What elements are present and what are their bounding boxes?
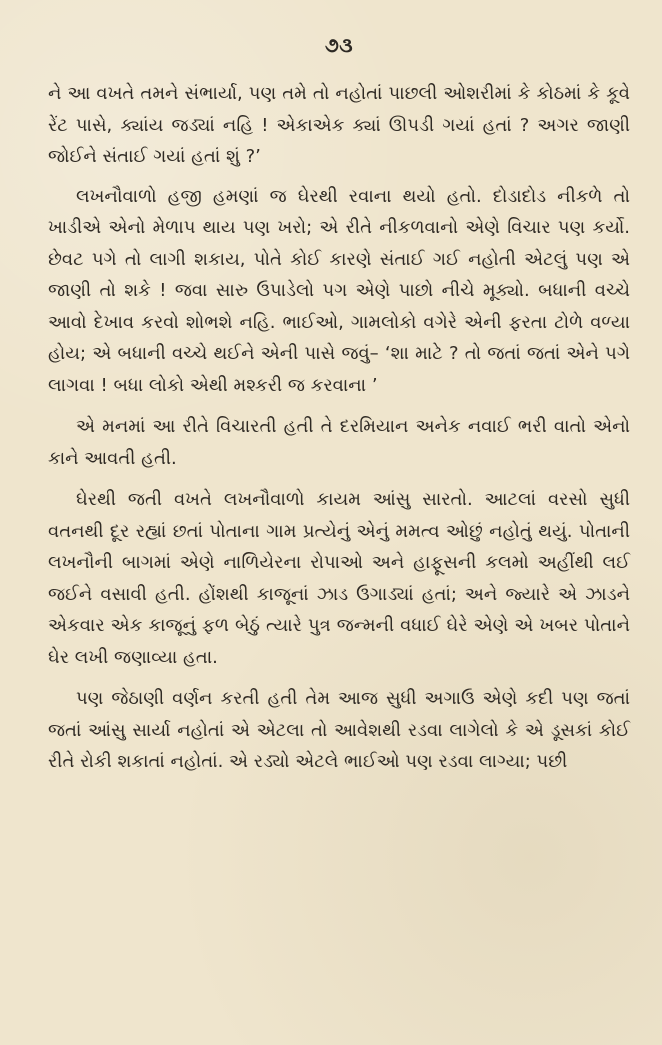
paragraph-2: લખનૌવાળો હજી હમણાં જ ઘેરથી રવાના થયો હતો. દોડાદોડ નીકળે તો ખાડીએ એનો મેળાપ થાય પણ ખરો; એ રીતે નીકળવાનો એણે વિચાર પણ કર્યો. છેવટ પગે તો લાગી શકાય, પોતે કોઈ કારણે સંતાઈ ગઈ નહોતી એટલું પણ એ જાણી તો શકે ! જવા સારુ ઉપાડેલો પગ એણે પાછો નીચે મૂક્યો. બધાની વચ્ચે આવો દેખાવ કરવો શોભશે નહિ. ભાઈઓ, ગામલોકો વગેરે એની ફરતા ટોળે વળ્યા હોય; એ બધાની વચ્ચે થઈને એની પાસે જવું– ‘શા માટે ? તો જતાં જતાં એને પગે લાગવા ! બધા લોકો એથી મશ્કરી જ કરવાના ’ <box>48 185 630 396</box>
paragraph-3: એ મનમાં આ રીતે વિચારતી હતી તે દરમિયાન અનેક નવાઈ ભરી વાતો એનો કાને આવતી હતી. <box>48 416 630 469</box>
page-number: ૭૩ <box>324 33 354 57</box>
paragraph-5: પણ જેઠાણી વર્ણન કરતી હતી તેમ આજ સુધી અગાઉ એણે કદી પણ જતાં જતાં આંસુ સાર્યા નહોતાં એ એટલા તો આવેશથી રડવા લાગેલો કે એ ડૂસકાં કોઈ રીતે રોકી શકાતાં નહોતાં. એ રડ્યો એટલે ભાઈઓ પણ રડવા લાગ્યા; પછી <box>48 688 630 772</box>
paragraph-4: ઘેરથી જતી વખતે લખનૌવાળો કાયમ આંસુ સારતો. આટલાં વરસો સુધી વતનથી દૂર રહ્યાં છતાં પોતાના ગામ પ્રત્યેનું એનું મમત્વ ઓછું નહોતું થયું. પોતાની લખનૌની બાગમાં એણે નાળિયેરના રોપાઓ અને હાફૂસની કલમો અહીંથી લઈ જઈને વસાવી હતી. હોંશથી કાજૂનાં ઝાડ ઉગાડ્યાં હતાં; અને જ્યારે એ ઝાડને એકવાર એક કાજૂનું ફળ બેઠું ત્યારે પુત્ર જન્મની વધાઈ ઘેરે એણે એ ખબર પોતાને ઘેર લખી જણાવ્યા હતા. <box>48 489 630 668</box>
page-body <box>48 78 630 778</box>
paragraph-1: ને આ વખતે તમને સંભાર્યા, પણ તમે તો નહોતાં પાછલી ઓશરીમાં કે કોઠમાં કે કૂવે રેંટ પાસે, ક્યાંય જડ્યાં નહિ ! એકાએક ક્યાં ઊપડી ગયાં હતાં ? અગર જાણી જોઈને સંતાઈ ગયાં હતાં શું ?’ <box>48 83 630 167</box>
